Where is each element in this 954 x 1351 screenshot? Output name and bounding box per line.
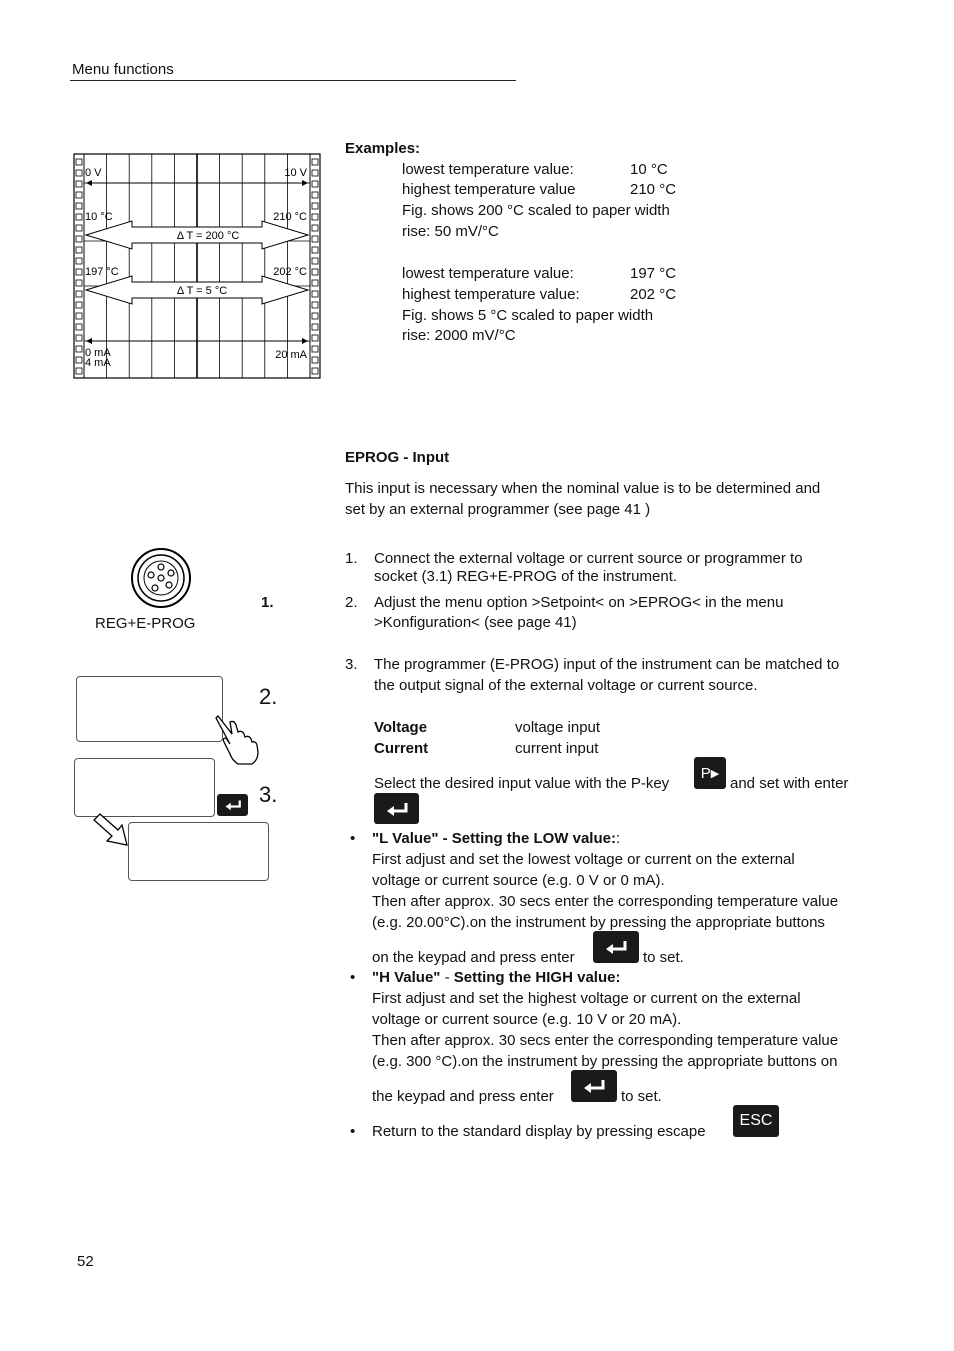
sprocket-hole (76, 192, 82, 198)
enter-key-icon (571, 1070, 617, 1102)
ex1-high-label: highest temperature value (402, 181, 576, 198)
l-value-heading-colon: : (615, 830, 621, 847)
sprocket-hole (312, 159, 318, 165)
step1-number: 1. (345, 550, 358, 567)
step2-line2: >Konfiguration< (see page 41) (374, 614, 577, 631)
sprocket-hole (76, 203, 82, 209)
current-label: Current (374, 740, 429, 757)
sprocket-hole (312, 357, 318, 363)
step3-line2: the output signal of the external voltage or current source. (374, 677, 758, 694)
sprocket-hole (312, 313, 318, 319)
figure-step2-marker: 2. (259, 684, 278, 709)
sprocket-hole (312, 302, 318, 308)
socket-connector-icon (129, 546, 193, 610)
select-text-post: and set with enter (730, 775, 849, 792)
esc-key-label: ESC (739, 1112, 773, 1129)
page-header: Menu functions (72, 61, 174, 78)
sprocket-hole (76, 313, 82, 319)
ex1-high-value: 210 °C (630, 181, 677, 198)
enter-key-icon (593, 931, 639, 963)
sprocket-hole (312, 280, 318, 286)
sprocket-hole (312, 236, 318, 242)
select-text-pre: Select the desired input value with the P-key (374, 775, 670, 792)
sprocket-hole (76, 269, 82, 275)
step3-line1: The programmer (E-PROG) input of the instrument can be matched to (374, 656, 840, 673)
sprocket-hole (312, 324, 318, 330)
examples-heading: Examples: (345, 140, 421, 157)
ex2-fig-note: Fig. shows 5 °C scaled to paper width (402, 307, 654, 324)
pointing-hand-icon (214, 712, 262, 766)
h-value-heading-sep: - (440, 969, 454, 986)
bullet-l-value: • (350, 830, 356, 847)
voltage-label: Voltage (374, 719, 428, 736)
arrow-icon (92, 812, 132, 848)
ex1-rise: rise: 50 mV/°C (402, 223, 499, 240)
label-0v: 0 V (85, 167, 102, 179)
h-value-line4: (e.g. 300 °C).on the instrument by pressing the appropriate buttons on (372, 1053, 838, 1070)
current-description: current input (515, 740, 599, 757)
page-number: 52 (77, 1253, 94, 1270)
label-4ma: 4 mA (85, 357, 111, 369)
recorder-paper-figure (72, 153, 322, 381)
sprocket-hole (76, 357, 82, 363)
label-delta-200: Δ T = 200 °C (176, 230, 240, 242)
socket-label: REG+E-PROG (95, 615, 196, 632)
sprocket-hole (312, 214, 318, 220)
sprocket-hole (312, 269, 318, 275)
sprocket-hole (76, 247, 82, 253)
sprocket-hole (312, 258, 318, 264)
label-20ma: 20 mA (275, 349, 307, 361)
bullet-return: • (350, 1123, 356, 1140)
h-value-heading (372, 969, 620, 986)
eprog-intro-line1: This input is necessary when the nominal value is to be determined and (345, 480, 821, 497)
l-value-line2: voltage or current source (e.g. 0 V or 0 mA). (372, 872, 665, 889)
display-box-result (128, 822, 269, 881)
eprog-intro-line2: set by an external programmer (see page 41 ) (345, 501, 651, 518)
sprocket-hole (312, 291, 318, 297)
ex1-low-value: 10 °C (630, 161, 668, 178)
ex1-fig-note: Fig. shows 200 °C scaled to paper width (402, 202, 670, 219)
sprocket-hole (312, 335, 318, 341)
display-box-step2 (76, 676, 223, 742)
sprocket-hole (76, 258, 82, 264)
l-value-line3: Then after approx. 30 secs enter the corresponding temperature value (372, 893, 839, 910)
return-text: Return to the standard display by pressing escape (372, 1123, 706, 1140)
ex2-rise: rise: 2000 mV/°C (402, 327, 516, 344)
sprocket-hole (76, 181, 82, 187)
sprocket-hole (312, 368, 318, 374)
bullet-h-value: • (350, 969, 356, 986)
h-value-line1: First adjust and set the highest voltage or current on the external (372, 990, 801, 1007)
step2-number: 2. (345, 594, 358, 611)
label-0ma: 0 mA (85, 347, 111, 359)
figure-step1-marker: 1. (261, 594, 274, 611)
label-202c: 202 °C (273, 266, 307, 278)
sprocket-hole (76, 324, 82, 330)
h-value-line3: Then after approx. 30 secs enter the corresponding temperature value (372, 1032, 839, 1049)
sprocket-hole (76, 159, 82, 165)
label-10v: 10 V (284, 167, 307, 179)
sprocket-hole (312, 225, 318, 231)
ex2-low-value: 197 °C (630, 265, 677, 282)
ex1-low-label: lowest temperature value: (402, 161, 574, 178)
sprocket-hole (76, 236, 82, 242)
sprocket-hole (312, 181, 318, 187)
enter-key-icon (217, 794, 248, 816)
sprocket-hole (312, 192, 318, 198)
eprog-heading: EPROG - Input (345, 449, 450, 466)
step3-number: 3. (345, 656, 358, 673)
sprocket-hole (76, 170, 82, 176)
h-value-line5-pre: the keypad and press enter (372, 1088, 554, 1105)
esc-key-icon (733, 1105, 779, 1137)
sprocket-hole (76, 214, 82, 220)
label-197c: 197 °C (85, 266, 119, 278)
sprocket-hole (312, 346, 318, 352)
h-value-line5-post: to set. (621, 1088, 662, 1105)
l-value-heading (372, 830, 620, 847)
label-delta-5: Δ T = 5 °C (176, 285, 228, 297)
sprocket-hole (76, 280, 82, 286)
sprocket-hole (76, 225, 82, 231)
l-value-line5-post: to set. (643, 949, 684, 966)
l-value-heading-text: "L Value" - Setting the LOW value: (372, 830, 616, 847)
h-value-heading-b: Setting the HIGH value: (453, 969, 621, 986)
ex2-low-label: lowest temperature value: (402, 265, 574, 282)
header-rule (70, 80, 516, 81)
ex2-high-label: highest temperature value: (402, 286, 580, 303)
voltage-description: voltage input (515, 719, 601, 736)
ex2-high-value: 202 °C (630, 286, 677, 303)
step1-line1: Connect the external voltage or current source or programmer to (374, 550, 803, 567)
figure-step3-marker: 3. (259, 782, 278, 807)
l-value-line5-pre: on the keypad and press enter (372, 949, 575, 966)
sprocket-hole (76, 346, 82, 352)
h-value-line2: voltage or current source (e.g. 10 V or 20 mA). (372, 1011, 682, 1028)
l-value-line1: First adjust and set the lowest voltage or current on the external (372, 851, 795, 868)
p-key-label: P (700, 764, 711, 782)
sprocket-hole (76, 368, 82, 374)
p-key-icon: P ▶ (694, 757, 726, 789)
h-value-heading-a: "H Value" (372, 969, 441, 986)
label-210c: 210 °C (273, 211, 307, 223)
display-box-step3 (74, 758, 215, 817)
sprocket-hole (312, 170, 318, 176)
sprocket-hole (76, 291, 82, 297)
enter-key-icon (374, 793, 419, 824)
sprocket-hole (312, 247, 318, 253)
step1-line2: socket (3.1) REG+E-PROG of the instrument. (374, 568, 678, 585)
label-10c: 10 °C (85, 211, 113, 223)
sprocket-hole (76, 335, 82, 341)
step2-line1: Adjust the menu option >Setpoint< on >EPROG< in the menu (374, 594, 784, 611)
l-value-line4: (e.g. 20.00°C).on the instrument by pressing the appropriate buttons (372, 914, 825, 931)
sprocket-hole (76, 302, 82, 308)
sprocket-hole (312, 203, 318, 209)
